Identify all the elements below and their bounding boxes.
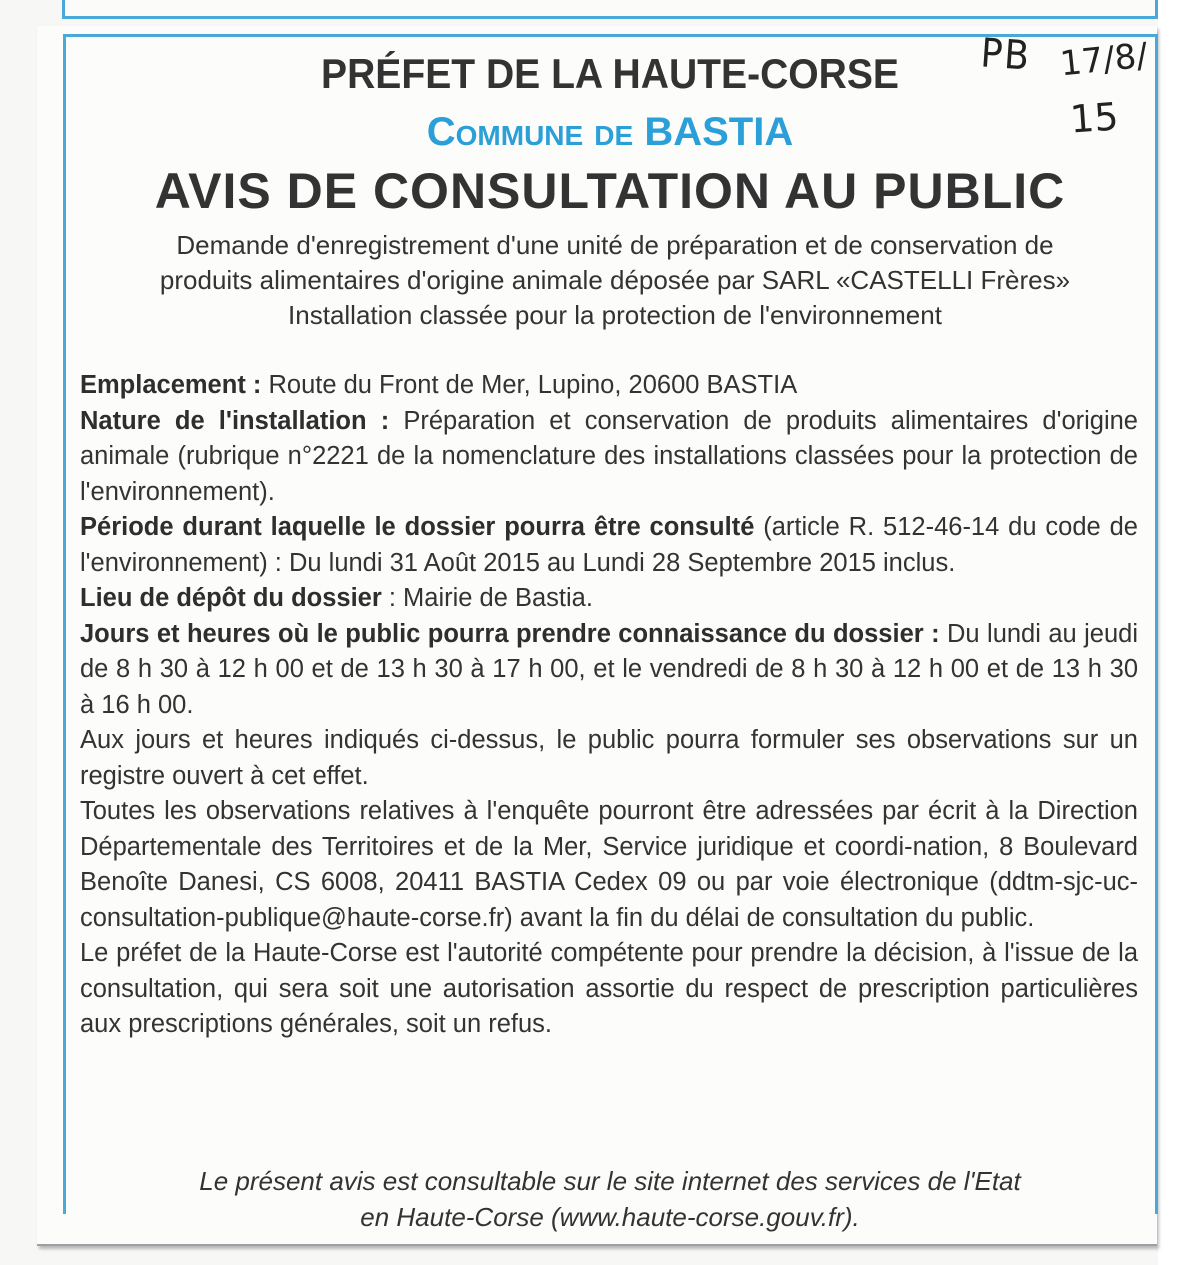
subtitle-line-1: Demande d'enregistrement d'une unité de préparation et de conservation de <box>176 230 1054 260</box>
emplacement-label: Emplacement : <box>80 371 262 399</box>
commune-heading <box>60 110 1160 155</box>
nature-text: Préparation et conservation de produits alimentaires d'origine animale (rubrique n°2221 de la nomenclature des installations classées pour la protection de l'environnement). <box>80 406 1138 506</box>
scan-edge <box>1158 0 1203 1265</box>
nature-paragraph <box>80 404 1138 511</box>
adresse-paragraph: Toutes les observations relatives à l'enquête pourront être adressées par écrit à la Direction Départementale des Territoires et de la Mer, Service juridique et coordi-nation, 8 Boulevard Benoîte Danesi, CS 6008, 20411 BASTIA Cedex 09 ou par voie électronique (ddtm-sjc-uc-consultation-publique@haute-corse.fr) avant la fin du délai de consultation du public. <box>80 797 1138 932</box>
emplacement-paragraph <box>80 368 1138 404</box>
emplacement-text: Route du Front de Mer, Lupino, 20600 BASTIA <box>261 371 798 399</box>
footer-line-1: Le présent avis est consultable sur le site internet des services de l'Etat <box>199 1166 1021 1196</box>
commune-prefix: Commune de <box>426 110 634 154</box>
periode-text: (article R. 512-46-14 du code de l'environnement) : Du lundi 31 Août 2015 au Lundi 28 Septembre 2015 inclus. <box>80 513 1138 577</box>
lieu-paragraph <box>80 581 1138 617</box>
periode-paragraph <box>80 510 1138 581</box>
commune-name: BASTIA <box>644 110 794 154</box>
nature-label: Nature de l'installation : <box>80 406 390 435</box>
periode-label: Période durant laquelle le dossier pourra être consulté <box>80 513 755 541</box>
observations-paragraph: Aux jours et heures indiqués ci-dessus, le public pourra formuler ses observations sur un registre ouvert à cet effet. <box>80 726 1138 790</box>
handwritten-initials: PB <box>979 30 1033 80</box>
notice-subtitle <box>90 228 1140 333</box>
footer-line-2: en Haute-Corse (www.haute-corse.gouv.fr). <box>360 1202 860 1232</box>
handwritten-year: 15 <box>1068 94 1120 142</box>
avis-title: AVIS DE CONSULTATION AU PUBLIC <box>154 163 1066 219</box>
jours-text: Du lundi au jeudi de 8 h 30 à 12 h 00 et de 13 h 30 à 17 h 00, et le vendredi de 8 h 30 à 12 h 00 et de 13 h 30 à 16 h 00. <box>80 619 1138 719</box>
lieu-text: : Mairie de Bastia. <box>381 584 593 612</box>
jours-label: Jours et heures où le public pourra prendre connaissance du dossier : <box>80 619 940 648</box>
subtitle-line-3: Installation classée pour la protection de l'environnement <box>288 300 942 330</box>
autorite-paragraph: Le préfet de la Haute-Corse est l'autorité compétente pour prendre la décision, à l'issue de la consultation, qui sera soit une autorisation assortie du respect de prescription particulières aux prescriptions générales, soit un refus. <box>80 939 1138 1038</box>
prefet-heading: PRÉFET DE LA HAUTE-CORSE <box>321 50 899 97</box>
subtitle-line-2: produits alimentaires d'origine animale déposée par SARL «CASTELLI Frères» <box>159 265 1071 295</box>
notice-footer <box>90 1163 1130 1235</box>
previous-clipping-edge <box>62 0 1158 19</box>
handwritten-date: 17/8/ <box>1058 35 1150 85</box>
lieu-label: Lieu de dépôt du dossier <box>80 584 382 612</box>
jours-paragraph <box>80 617 1138 724</box>
notice-body <box>80 368 1138 1043</box>
